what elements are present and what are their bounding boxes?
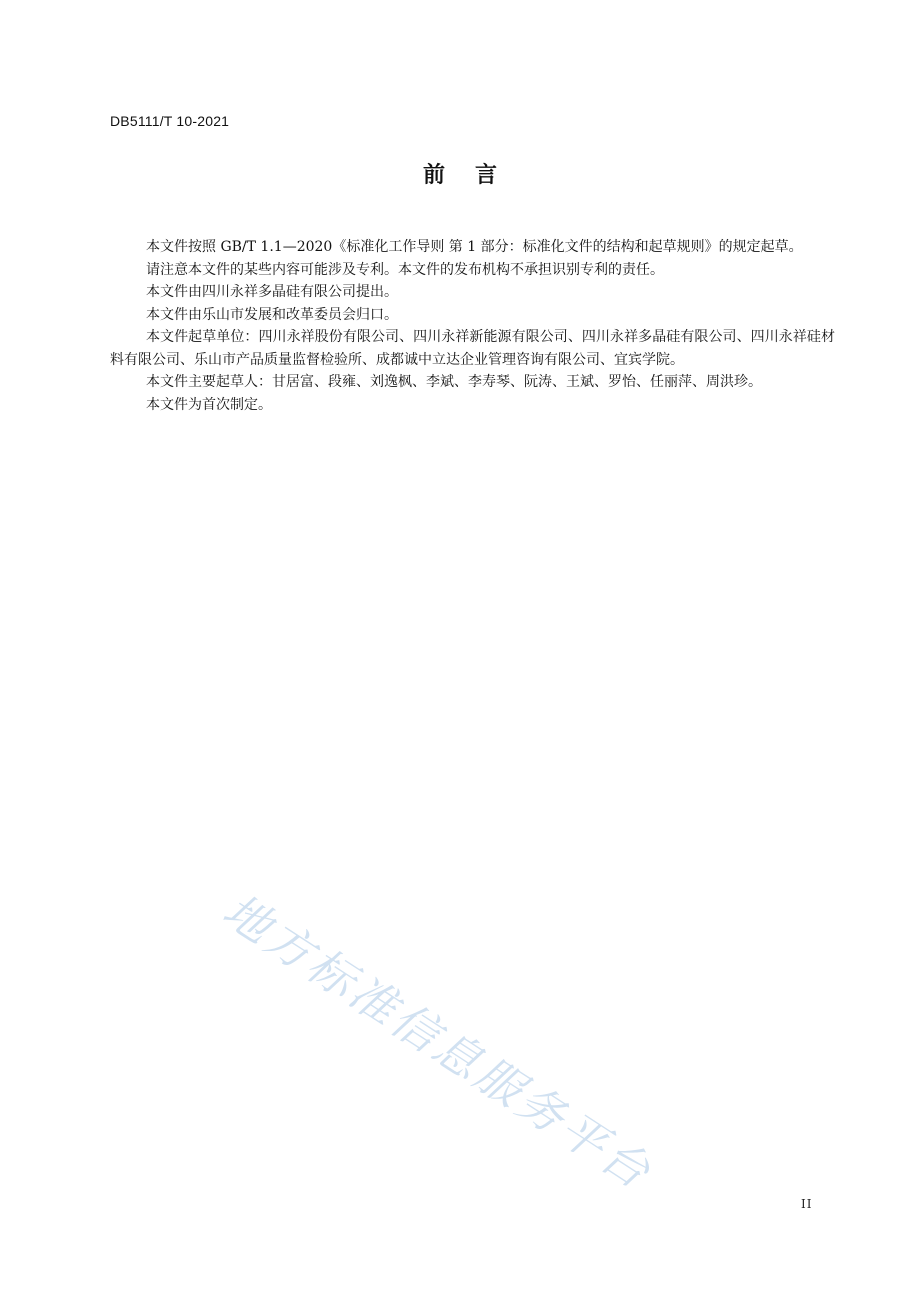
- watermark: 地方标准信息服务平台: [213, 882, 663, 1201]
- paragraph-centralized-management: 本文件由乐山市发展和改革委员会归口。: [146, 306, 398, 323]
- paragraph-patent-notice: 请注意本文件的某些内容可能涉及专利。本文件的发布机构不承担识别专利的责任。: [146, 261, 664, 278]
- paragraph-first-edition: 本文件为首次制定。: [146, 396, 272, 413]
- paragraph-drafting-rules: 本文件按照 GB/T 1.1—2020《标准化工作导则 第 1 部分：标准化文件的结构和起草规则》的规定起草。: [146, 239, 803, 255]
- document-code: DB5111/T 10-2021: [110, 113, 230, 129]
- page-title: 前言: [422, 163, 527, 188]
- paragraph-drafting-units: 本文件起草单位：四川永祥股份有限公司、四川永祥新能源有限公司、四川永祥多晶硅有限公司、四川永祥硅材料有限公司、乐山市产品质量监督检验所、成都诚中立达企业管理咨询有限公司、宜宾学院。: [110, 329, 835, 368]
- foreword-body: [110, 236, 835, 416]
- page-number: II: [801, 1197, 813, 1211]
- paragraph-proposer: 本文件由四川永祥多晶硅有限公司提出。: [146, 284, 398, 300]
- paragraph-drafters: 本文件主要起草人：甘居富、段雍、刘逸枫、李斌、李寿琴、阮涛、王斌、罗怡、任丽萍、周洪珍。: [146, 374, 762, 390]
